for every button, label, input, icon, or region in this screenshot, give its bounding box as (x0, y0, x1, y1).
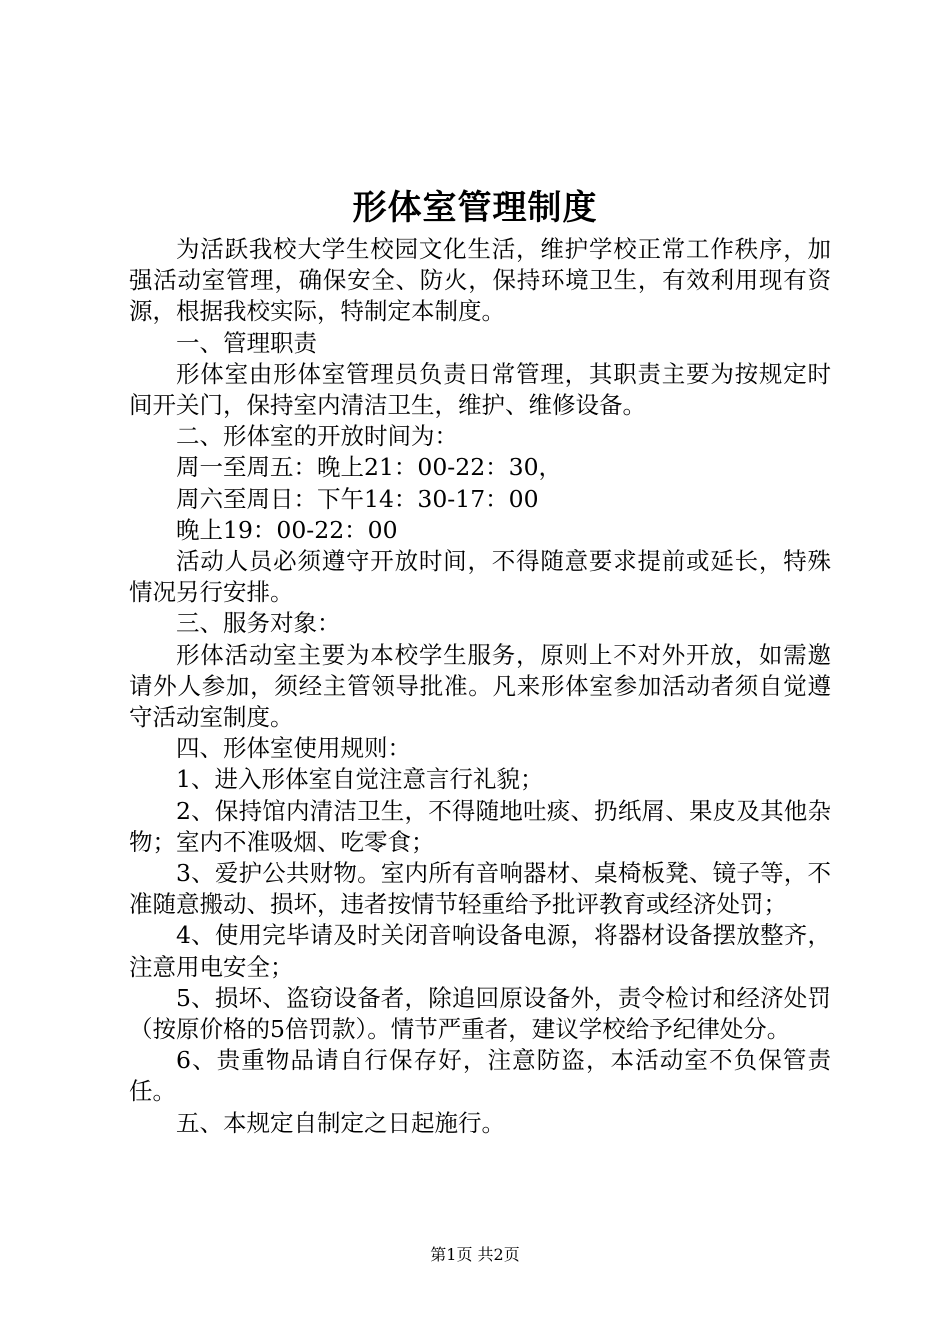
heading-opening-hours: 二、形体室的开放时间为： (176, 422, 458, 451)
hours-weekday: 周一至周五：晚上21：00-22：30， (176, 453, 563, 482)
hours-weekend-afternoon: 周六至周日：下午14：30-17：00 (176, 484, 539, 513)
heading-effective-date: 五、本规定自制定之日起施行。 (176, 1108, 505, 1137)
paragraph-intro: 为活跃我校大学生校园文化生活，维护学校正常工作秩序，加强活动室管理，确保安全、防火，保持环境卫生，有效利用现有资源，根据我校实际，特制定本制度。 (129, 235, 831, 326)
heading-service-targets: 三、服务对象： (176, 609, 341, 638)
page-footer: 第1页 共2页 (430, 1245, 520, 1264)
heading-usage-rules: 四、形体室使用规则： (176, 734, 411, 763)
rule-item: 1、进入形体室自觉注意言行礼貌； (176, 765, 544, 794)
rule-item: 6、贵重物品请自行保存好，注意防盗，本活动室不负保管责任。 (129, 1046, 831, 1106)
heading-management-duties: 一、管理职责 (176, 328, 317, 357)
document-body (129, 234, 831, 1139)
rule-item: 3、爱护公共财物。室内所有音响器材、桌椅板凳、镜子等，不准随意搬动、损坏，违者按情节轻重给予批评教育或经济处罚； (129, 859, 831, 919)
paragraph-hours-note: 活动人员必须遵守开放时间，不得随意要求提前或延长，特殊情况另行安排。 (129, 547, 831, 607)
paragraph-service: 形体活动室主要为本校学生服务，原则上不对外开放，如需邀请外人参加，须经主管领导批准。凡来形体室参加活动者须自觉遵守活动室制度。 (129, 640, 831, 732)
rule-item: 5、损坏、盗窃设备者，除追回原设备外，责令检讨和经济处罚（按原价格的5倍罚款）。情节严重者，建议学校给予纪律处分。 (129, 983, 831, 1044)
document-title: 形体室管理制度 (352, 188, 598, 228)
rule-item: 4、使用完毕请及时关闭音响设备电源，将器材设备摆放整齐，注意用电安全； (129, 921, 831, 981)
paragraph-duties: 形体室由形体室管理员负责日常管理，其职责主要为按规定时间开关门，保持室内清洁卫生，维护、维修设备。 (129, 359, 831, 420)
rule-item: 2、保持馆内清洁卫生，不得随地吐痰、扔纸屑、果皮及其他杂物；室内不准吸烟、吃零食； (129, 796, 831, 856)
hours-weekend-evening: 晚上19：00-22：00 (176, 515, 398, 544)
